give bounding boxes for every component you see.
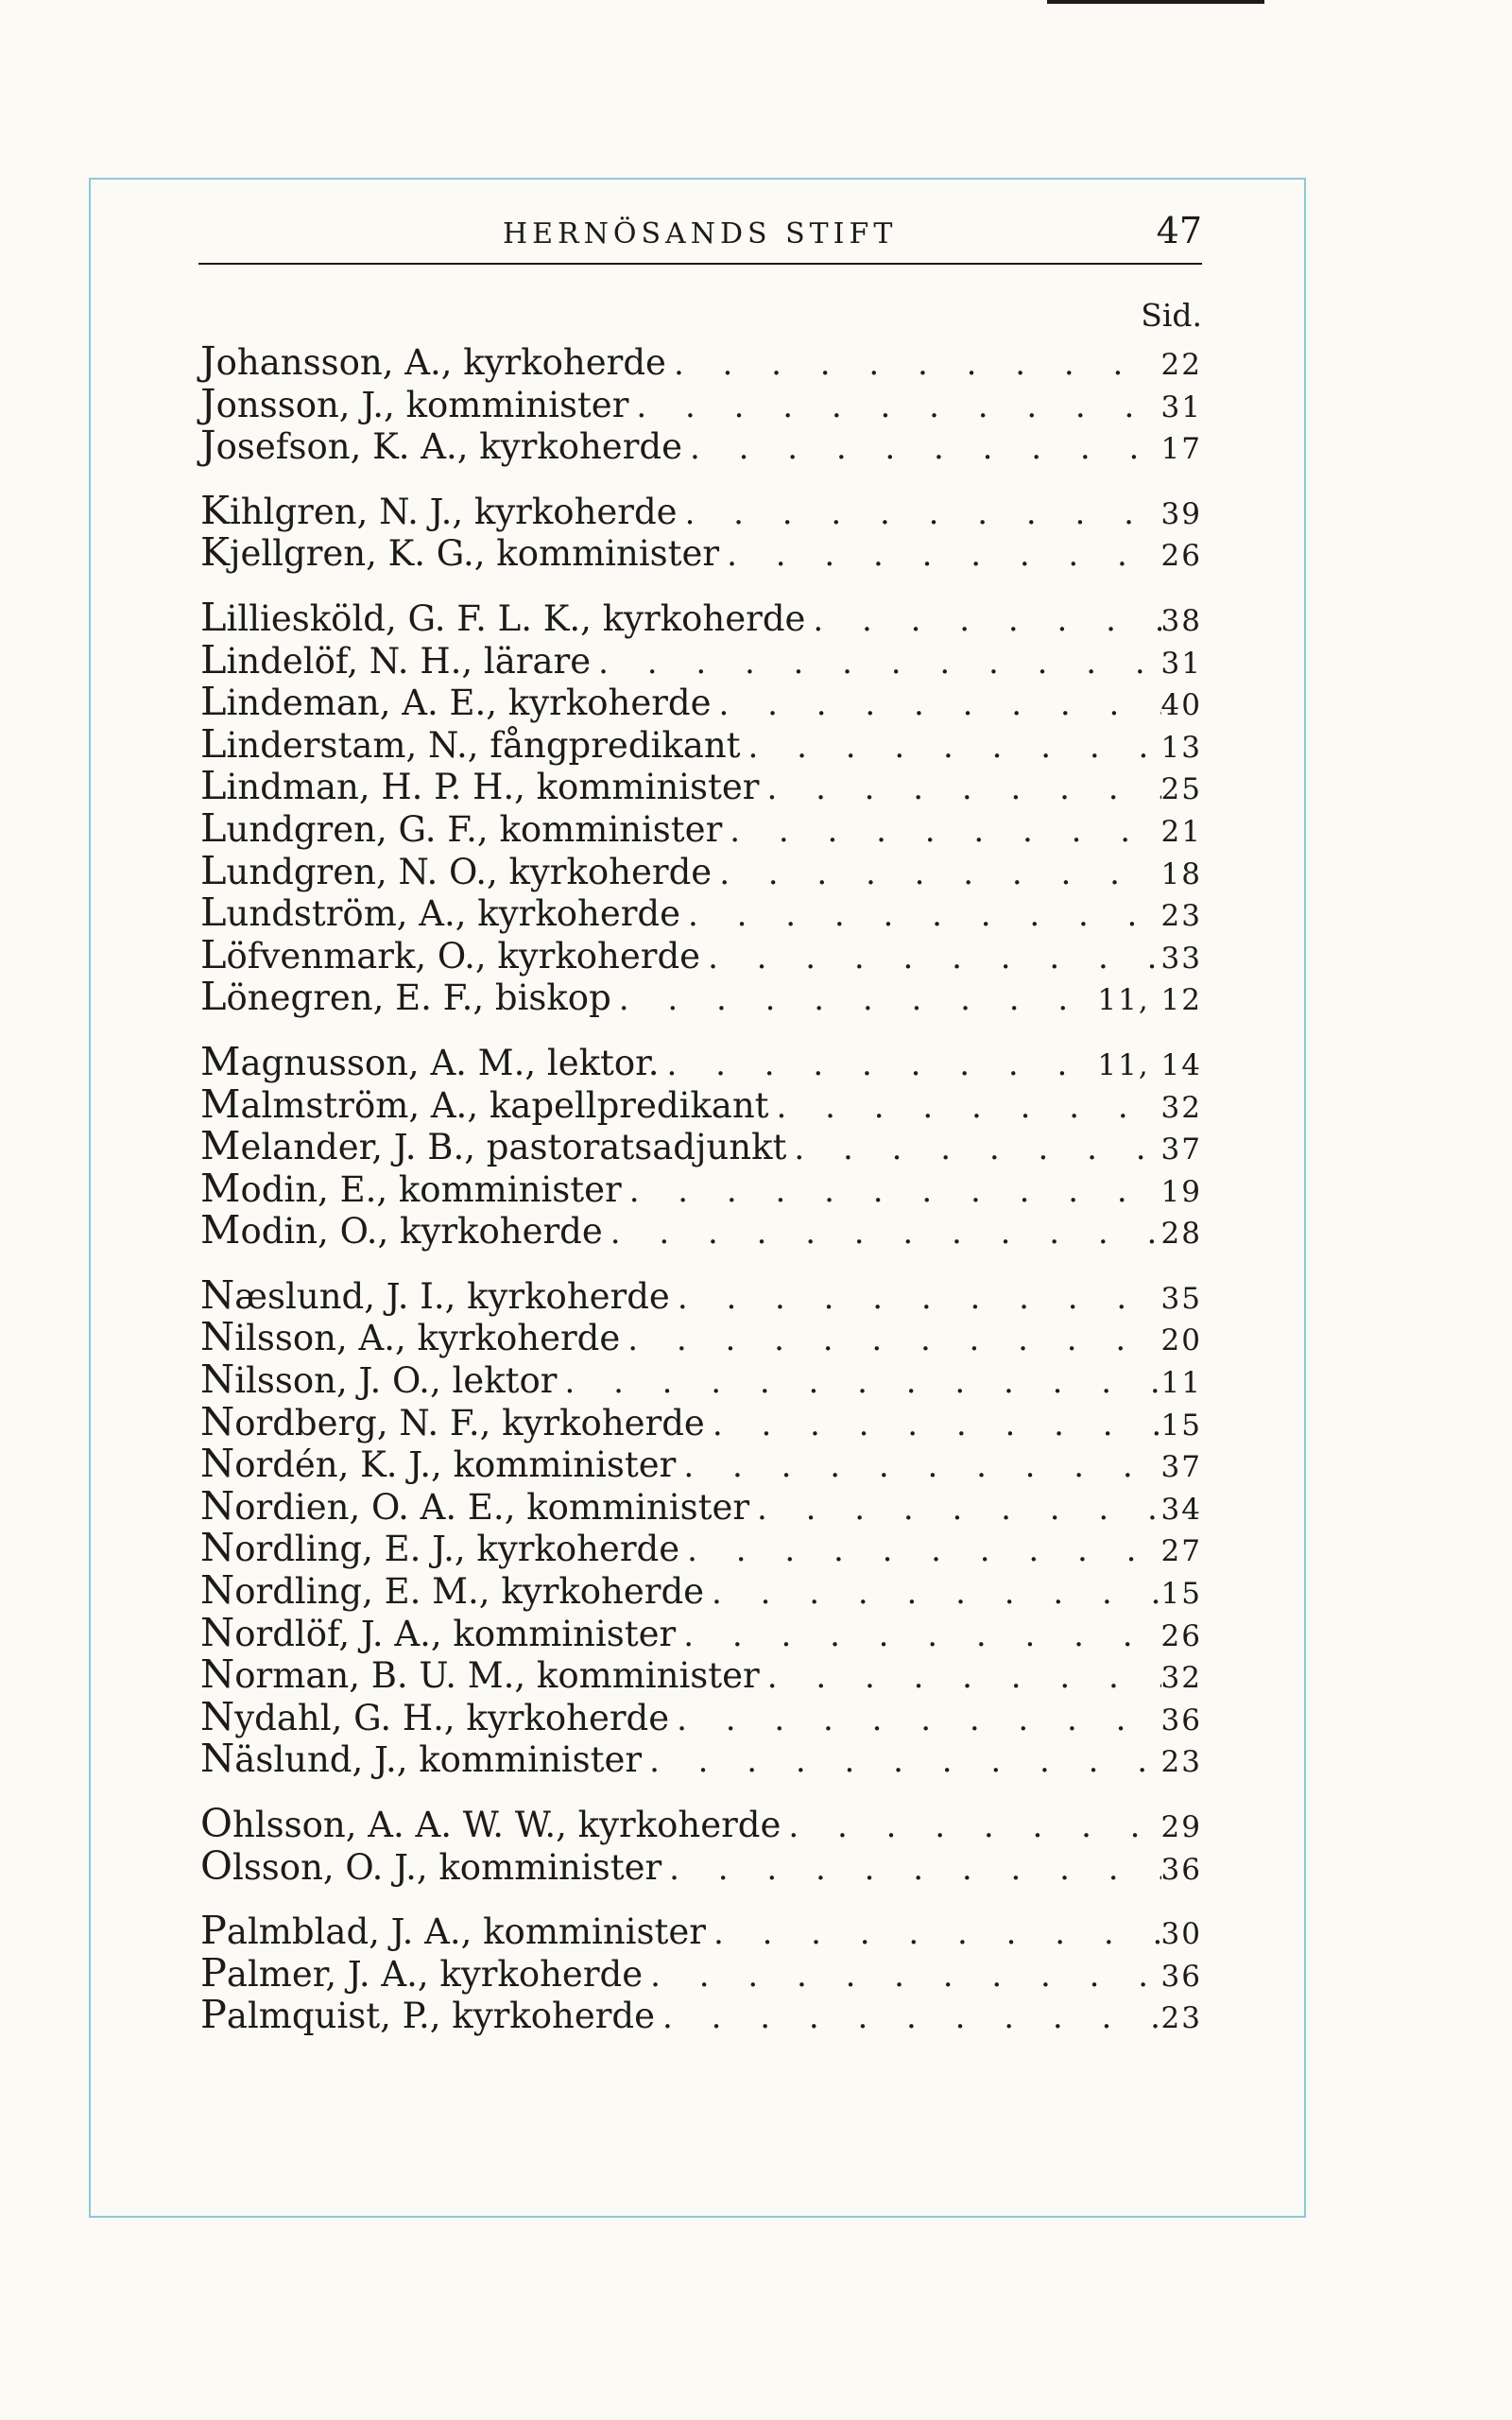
index-entry — [200, 596, 1202, 639]
index-entry — [200, 1842, 1202, 1889]
dot-leader — [805, 599, 1160, 642]
page-number: 47 — [1156, 210, 1202, 251]
index-entry — [200, 1167, 1202, 1210]
page-reference: 36 — [1160, 1852, 1202, 1887]
page-reference: 37 — [1160, 1450, 1202, 1485]
top-edge-mark — [1047, 0, 1264, 4]
dot-leader — [557, 1361, 1160, 1404]
entry-name: Lundgren, N. O., kyrkoherde — [200, 847, 713, 893]
entry-name: Ohlsson, A. A. W. W., kyrkoherde — [200, 1801, 782, 1846]
dot-leader — [676, 1615, 1160, 1657]
dot-leader — [620, 1319, 1160, 1361]
dot-leader — [660, 1044, 1098, 1086]
dot-leader — [786, 1128, 1160, 1170]
dot-leader — [760, 1656, 1161, 1699]
dot-leader — [712, 683, 1161, 726]
entry-name: Lilliesköld, G. F. L. K., kyrkoherde — [200, 594, 806, 640]
page-reference: 13 — [1160, 730, 1202, 765]
dot-leader — [722, 810, 1160, 853]
index-entry — [200, 891, 1202, 934]
dot-leader — [642, 1740, 1160, 1783]
entry-name: Magnusson, A. M., lektor. — [200, 1038, 660, 1084]
page-reference: 23 — [1160, 2001, 1202, 2036]
index-entry — [200, 1609, 1202, 1655]
entry-name: Palmblad, J. A., komminister — [200, 1908, 706, 1954]
dot-leader — [769, 1086, 1161, 1129]
index-entry — [200, 1693, 1202, 1739]
index-entry — [200, 1949, 1202, 1996]
index-entry — [200, 1080, 1202, 1127]
page-reference: 27 — [1160, 1534, 1202, 1569]
entry-name: Lindman, H. P. H., komminister — [200, 763, 760, 809]
page-reference: 21 — [1160, 814, 1202, 849]
dot-leader — [603, 1212, 1161, 1254]
index-entry — [200, 1443, 1202, 1485]
entry-name: Näslund, J., komminister — [200, 1736, 643, 1782]
dot-leader — [628, 386, 1160, 428]
page-reference: 26 — [1160, 1618, 1202, 1653]
page-reference: 32 — [1160, 1661, 1202, 1696]
page-reference: 29 — [1160, 1810, 1202, 1844]
dot-leader — [591, 642, 1160, 684]
dot-leader — [622, 1170, 1161, 1213]
dot-leader — [741, 726, 1161, 769]
index-entry — [200, 1209, 1202, 1252]
dot-leader — [705, 1404, 1161, 1446]
entry-name: Olsson, O. J., komminister — [200, 1842, 662, 1889]
entry-name: Kjellgren, K. G., komminister — [200, 529, 720, 576]
index-entry — [200, 847, 1202, 893]
index-entry — [200, 424, 1202, 467]
page-header — [198, 210, 1202, 265]
index-entry — [200, 1125, 1202, 1167]
page-reference: 22 — [1160, 348, 1202, 382]
page-reference: 38 — [1160, 603, 1202, 638]
entry-name: Palmer, J. A., kyrkoherde — [200, 1949, 644, 1996]
entry-name: Nordien, O. A. E., komminister — [200, 1482, 750, 1529]
index-entry — [200, 1038, 1202, 1084]
index-entry — [200, 1737, 1202, 1780]
dot-leader — [682, 427, 1161, 470]
page-reference: 34 — [1160, 1492, 1202, 1527]
index-entry — [200, 681, 1202, 723]
letter-group — [200, 1910, 1202, 2036]
entry-name: Nordling, E. J., kyrkoherde — [200, 1525, 680, 1571]
dot-leader — [643, 1955, 1160, 1997]
dot-leader — [678, 493, 1161, 535]
page-reference: 15 — [1160, 1408, 1202, 1443]
index-entry — [200, 1358, 1202, 1401]
page-reference: 23 — [1160, 899, 1202, 934]
dot-leader — [700, 937, 1160, 979]
page-reference: 33 — [1160, 941, 1202, 976]
page-reference: 36 — [1160, 1703, 1202, 1737]
index-entry — [200, 1271, 1202, 1318]
index-entry — [200, 931, 1202, 977]
entry-name: Modin, E., komminister — [200, 1165, 622, 1211]
entry-name: Lundström, A., kyrkoherde — [200, 890, 681, 936]
page-reference: 36 — [1160, 1959, 1202, 1994]
page-reference: 19 — [1160, 1174, 1202, 1209]
page-reference: 31 — [1160, 389, 1202, 424]
index-entry — [200, 1482, 1202, 1529]
entry-name: Lindeman, A. E., kyrkoherde — [200, 679, 712, 725]
dot-leader — [662, 1848, 1160, 1891]
index-entry — [200, 1803, 1202, 1845]
running-title: HERNÖSANDS STIFT — [503, 217, 898, 251]
dot-leader — [669, 1699, 1160, 1741]
letter-group — [200, 1038, 1202, 1253]
index-entry — [200, 531, 1202, 574]
entry-name: Modin, O., kyrkoherde — [200, 1207, 603, 1253]
index-entry — [200, 1527, 1202, 1569]
entry-name: Nordén, K. J., komminister — [200, 1441, 677, 1487]
letter-group — [200, 1271, 1202, 1782]
dot-leader — [676, 1445, 1160, 1488]
entry-name: Linderstam, N., fångpredikant — [200, 720, 741, 767]
page-reference: 32 — [1160, 1090, 1202, 1125]
page-reference: 11, 14 — [1097, 1047, 1202, 1082]
entry-name: Lönegren, E. F., biskop — [200, 974, 611, 1020]
index-entry — [200, 380, 1202, 426]
entry-name: Nordberg, N. F., kyrkoherde — [200, 1398, 705, 1444]
name-index — [200, 340, 1202, 2059]
column-heading: Sid. — [1141, 297, 1202, 334]
page-reference: 18 — [1160, 856, 1202, 891]
page-reference: 26 — [1160, 539, 1202, 574]
entry-name: Lundgren, G. F., komminister — [200, 804, 723, 851]
page-reference: 11 — [1160, 1366, 1202, 1401]
index-entry — [200, 1994, 1202, 2036]
index-entry — [200, 340, 1202, 383]
entry-name: Löfvenmark, O., kyrkoherde — [200, 931, 701, 977]
index-entry — [200, 1910, 1202, 1952]
page-reference: 37 — [1160, 1132, 1202, 1167]
entry-name: Norman, B. U. M., komminister — [200, 1651, 760, 1698]
dot-leader — [655, 1996, 1161, 2039]
letter-group — [200, 1803, 1202, 1887]
page-reference: 39 — [1160, 496, 1202, 531]
dot-leader — [781, 1806, 1160, 1848]
index-entry — [200, 804, 1202, 851]
entry-name: Nilsson, A., kyrkoherde — [200, 1314, 621, 1360]
page-reference: 17 — [1160, 432, 1202, 467]
page-reference: 11, 12 — [1097, 983, 1202, 1018]
dot-leader — [611, 978, 1098, 1021]
page-reference: 28 — [1160, 1217, 1202, 1252]
index-entry — [200, 976, 1202, 1018]
page-reference: 30 — [1160, 1917, 1202, 1952]
page-reference: 25 — [1160, 772, 1202, 807]
letter-group — [200, 487, 1202, 576]
dot-leader — [749, 1488, 1161, 1530]
letter-group — [200, 596, 1202, 1018]
entry-name: Malmström, A., kapellpredikant — [200, 1080, 769, 1127]
page-reference: 31 — [1160, 646, 1202, 681]
index-entry — [200, 1569, 1202, 1612]
index-entry — [200, 1398, 1202, 1444]
entry-name: Johansson, A., kyrkoherde — [200, 338, 666, 384]
entry-name: Nilsson, J. O., lektor — [200, 1357, 558, 1403]
dot-leader — [719, 534, 1160, 577]
dot-leader — [666, 343, 1161, 386]
entry-name: Nordling, E. M., kyrkoherde — [200, 1567, 705, 1614]
entry-name: Nydahl, G. H., kyrkoherde — [200, 1693, 670, 1739]
page-reference: 40 — [1160, 688, 1202, 723]
entry-name: Kihlgren, N. J., kyrkoherde — [200, 487, 678, 533]
entry-name: Nordlöf, J. A., komminister — [200, 1609, 677, 1655]
page-reference: 23 — [1160, 1745, 1202, 1780]
dot-leader — [704, 1572, 1161, 1615]
entry-name: Lindelöf, N. H., lärare — [200, 636, 592, 683]
index-entry — [200, 1316, 1202, 1358]
entry-name: Josefson, K. A., kyrkoherde — [200, 423, 682, 469]
entry-name: Næslund, J. I., kyrkoherde — [200, 1271, 670, 1318]
dot-leader — [712, 853, 1160, 895]
index-entry — [200, 636, 1202, 683]
index-entry — [200, 1653, 1202, 1696]
page-reference: 15 — [1160, 1577, 1202, 1612]
dot-leader — [670, 1277, 1161, 1320]
dot-leader — [759, 768, 1160, 810]
index-entry — [200, 765, 1202, 807]
page-reference: 35 — [1160, 1281, 1202, 1316]
entry-name: Jonsson, J., komminister — [200, 380, 629, 426]
index-entry — [200, 487, 1202, 533]
letter-group — [200, 340, 1202, 467]
index-entry — [200, 720, 1202, 767]
entry-name: Palmquist, P., kyrkoherde — [200, 1992, 655, 2038]
dot-leader — [706, 1912, 1161, 1955]
dot-leader — [680, 894, 1161, 937]
page-reference: 20 — [1160, 1323, 1202, 1358]
entry-name: Melander, J. B., pastoratsadjunkt — [200, 1123, 787, 1169]
dot-leader — [679, 1530, 1160, 1572]
